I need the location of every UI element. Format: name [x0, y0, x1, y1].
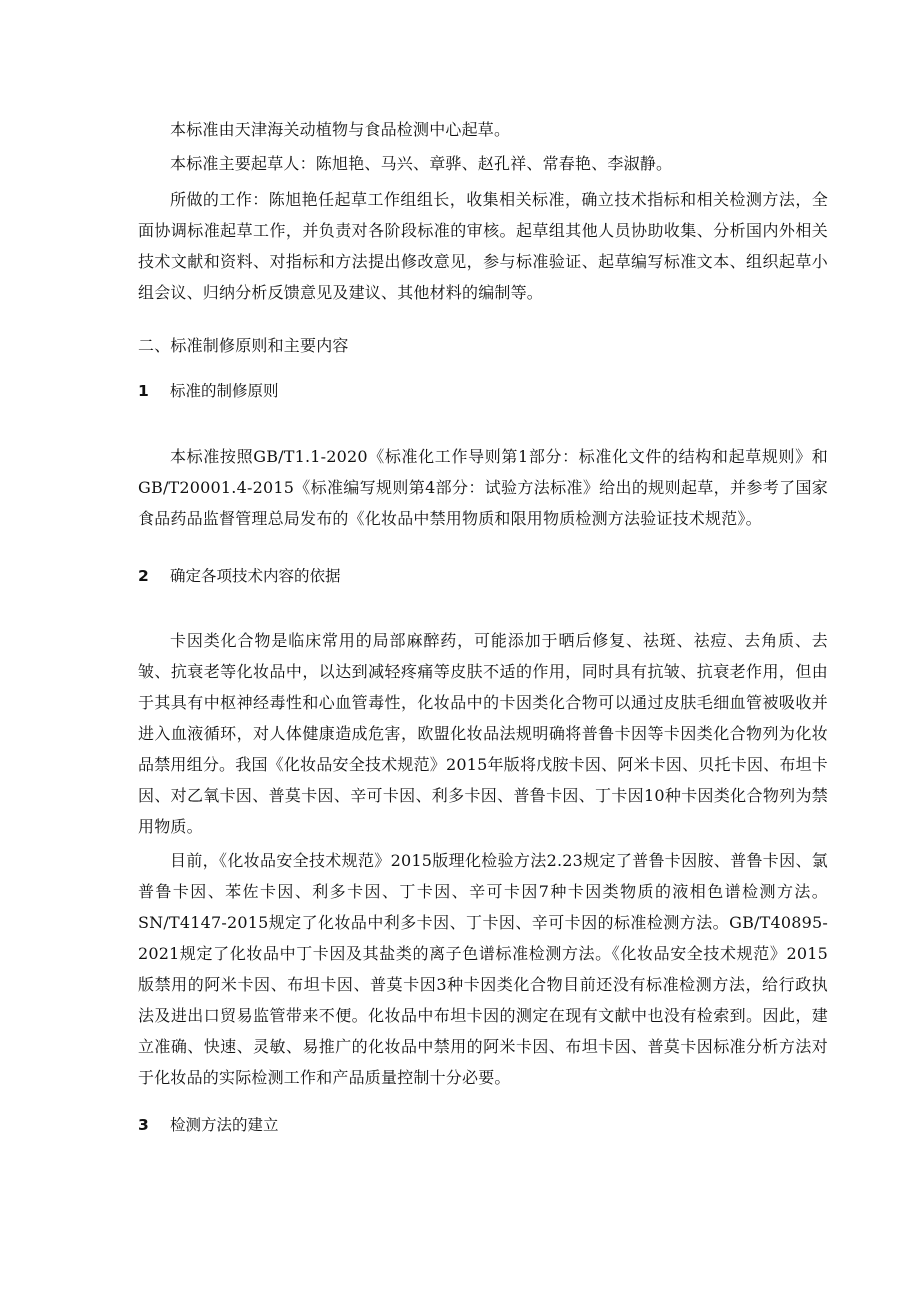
paragraph-drafting-unit: 本标准由天津海关动植物与食品检测中心起草。 — [170, 120, 511, 139]
heading-1 — [138, 380, 279, 402]
heading-3-number: 3 — [138, 1116, 149, 1134]
heading-2 — [138, 565, 341, 587]
heading-2-text: 确定各项技术内容的依据 — [170, 567, 341, 585]
paragraph-main-drafters: 本标准主要起草人：陈旭艳、马兴、章骅、赵孔祥、常春艳、李淑静。 — [170, 154, 673, 173]
paragraph-work-done: 所做的工作：陈旭艳任起草工作组组长，收集相关标准，确立技术指标和相关检测方法，全面协调标准起草工作，并负责对各阶段标准的审核。起草组其他人员协助收集、分析国内外相关技术文献和资料、对指标和方法提出修改意见，参与标准验证、起草编写标准文本、组织起草小组会议、归纳分析反馈意见及建议、其他材料的编制等。 — [138, 190, 828, 302]
heading-1-text: 标准的制修原则 — [170, 382, 279, 400]
paragraph-basis-2: 目前，《化妆品安全技术规范》2015版理化检验方法2.23规定了普鲁卡因胺、普鲁卡因、氯普鲁卡因、苯佐卡因、利多卡因、丁卡因、辛可卡因7种卡因类物质的液相色谱检测方法。SN/T4147-2015规定了化妆品中利多卡因、丁卡因、辛可卡因的标准检测方法。GB/T40895-2021规定了化妆品中丁卡因及其盐类的离子色谱标准检测方法。《化妆品安全技术规范》2015版禁用的阿米卡因、布坦卡因、普莫卡因3种卡因类化合物目前还没有标准检测方法，给行政执法及进出口贸易监管带来不便。化妆品中布坦卡因的测定在现有文献中也没有检索到。因此，建立准确、快速、灵敏、易推广的化妆品中禁用的阿米卡因、布坦卡因、普莫卡因标准分析方法对于化妆品的实际检测工作和产品质量控制十分必要。 — [138, 851, 828, 1087]
paragraph-basis-1: 卡因类化合物是临床常用的局部麻醉药，可能添加于晒后修复、祛斑、祛痘、去角质、去皱、抗衰老等化妆品中，以达到减轻疼痛等皮肤不适的作用，同时具有抗皱、抗衰老作用，但由于其具有中枢神经毒性和心血管毒性，化妆品中的卡因类化合物可以通过皮肤毛细血管被吸收并进入血液循环，对人体健康造成危害，欧盟化妆品法规明确将普鲁卡因等卡因类化合物列为化妆品禁用组分。我国《化妆品安全技术规范》2015年版将戊胺卡因、阿米卡因、贝托卡因、布坦卡因、对乙氧卡因、普莫卡因、辛可卡因、利多卡因、普鲁卡因、丁卡因10种卡因类化合物列为禁用物质。 — [138, 631, 828, 836]
heading-2-number: 2 — [138, 567, 149, 585]
paragraph-principle: 本标准按照GB/T1.1-2020《标准化工作导则第1部分：标准化文件的结构和起草规则》和GB/T20001.4-2015《标准编写规则第4部分：试验方法标准》给出的规则起草，并参考了国家食品药品监督管理总局发布的《化妆品中禁用物质和限用物质检测方法验证技术规范》。 — [138, 447, 828, 528]
section-heading-two: 二、标准制修原则和主要内容 — [138, 336, 349, 355]
heading-3 — [138, 1114, 279, 1136]
heading-3-text: 检测方法的建立 — [170, 1116, 279, 1134]
heading-1-number: 1 — [138, 382, 149, 400]
